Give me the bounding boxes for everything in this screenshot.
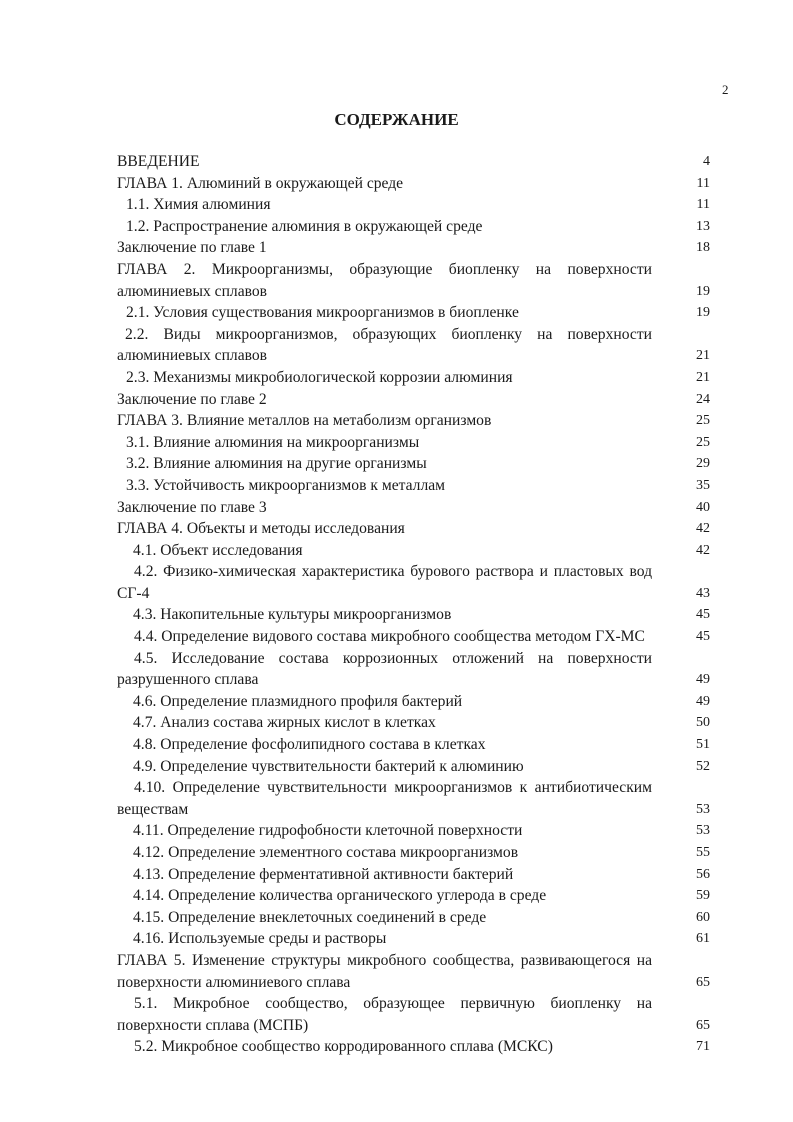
toc-entry	[117, 194, 710, 216]
toc-entry-title: 4.4. Определение видового состава микробного сообщества методом ГХ-МС	[134, 628, 645, 646]
toc-entry-page: 53	[696, 823, 710, 839]
toc-entry-title: 5.1. Микробное сообщество, образующее первичную биопленку на поверхности сплава (МСПБ)	[117, 995, 652, 1034]
toc-entry-page: 49	[696, 672, 710, 688]
toc-entry-title: Заключение по главе 2	[117, 390, 267, 408]
toc-entry	[117, 820, 710, 842]
toc-entry-page: 42	[696, 542, 710, 558]
toc-entry-title: 4.16. Используемые среды и растворы	[133, 930, 387, 948]
toc-entry-title: ГЛАВА 4. Объекты и методы исследования	[117, 520, 405, 538]
toc-entry-page: 65	[696, 1017, 710, 1033]
toc-entry-page: 60	[696, 909, 710, 925]
toc-entry-page: 21	[696, 369, 710, 385]
toc-entry-page: 65	[696, 974, 710, 990]
toc-entry	[117, 864, 710, 886]
toc-entry	[117, 518, 710, 540]
toc-entry	[117, 540, 710, 562]
toc-entry-page: 18	[696, 240, 710, 256]
toc-entry-page: 45	[696, 607, 710, 623]
toc-entry	[117, 302, 710, 324]
toc-entry	[117, 1036, 710, 1058]
toc-entry-title: ГЛАВА 2. Микроорганизмы, образующие биопленку на поверхности алюминиевых сплавов	[117, 260, 652, 300]
toc-entry	[117, 173, 710, 195]
toc-entry-page: 13	[696, 218, 710, 234]
toc-entry-title: 4.3. Накопительные культуры микроорганизмов	[133, 606, 452, 624]
toc-entry-title: 1.1. Химия алюминия	[126, 196, 271, 214]
toc-entry-page: 19	[696, 305, 710, 321]
toc-entry-page: 24	[696, 391, 710, 407]
toc-entry-page: 49	[696, 693, 710, 709]
toc-entry	[117, 497, 710, 519]
toc-entry-page: 35	[696, 477, 710, 493]
toc-entry-page: 19	[696, 283, 710, 299]
toc-entry	[117, 777, 710, 820]
toc-entry-title: 2.3. Механизмы микробиологической коррозии алюминия	[126, 368, 513, 386]
toc-entry	[117, 389, 710, 411]
toc-entry-title: 3.2. Влияние алюминия на другие организмы	[126, 455, 427, 473]
toc-entry-title: 4.1. Объект исследования	[133, 541, 303, 559]
toc-entry-page: 43	[696, 585, 710, 601]
toc-entry-page: 21	[696, 348, 710, 364]
toc-entry-title: 3.3. Устойчивость микроорганизмов к металлам	[126, 476, 446, 494]
toc-entry	[117, 151, 710, 173]
toc-entry-title: 4.10. Определение чувствительности микроорганизмов к антибиотическим веществам	[117, 779, 652, 818]
toc-entry-page: 29	[696, 456, 710, 472]
toc-entry	[117, 928, 710, 950]
toc-entry	[117, 648, 710, 691]
toc-entry-title: ГЛАВА 3. Влияние металлов на метаболизм организмов	[117, 412, 492, 430]
toc-entry-page: 25	[696, 434, 710, 450]
toc-entry-title: 1.2. Распространение алюминия в окружающей среде	[126, 217, 483, 235]
toc-entry-title: 4.9. Определение чувствительности бактерий к алюминию	[133, 757, 524, 775]
toc-entry-page: 11	[696, 175, 710, 191]
toc-entry	[117, 475, 710, 497]
toc-entry-title: ВВЕДЕНИЕ	[117, 153, 200, 170]
toc-entry-title: 4.7. Анализ состава жирных кислот в клетках	[133, 714, 436, 732]
toc-entry	[117, 324, 710, 367]
toc-entry	[117, 885, 710, 907]
toc-entry	[117, 842, 710, 864]
toc-entry-page: 25	[696, 413, 710, 429]
toc-entry	[117, 993, 710, 1036]
toc-entry-title: 2.2. Виды микроорганизмов, образующих биопленку на поверхности алюминиевых сплавов	[117, 325, 652, 365]
toc-entry	[117, 626, 710, 648]
toc-entry-title: 5.2. Микробное сообщество корродированного сплава (МСКС)	[134, 1038, 553, 1056]
toc-entry-page: 40	[696, 499, 710, 515]
toc-entry	[117, 410, 710, 432]
toc-entry-title: 2.1. Условия существования микроорганизмов в биопленке	[126, 304, 519, 322]
toc-entry-title: ГЛАВА 5. Изменение структуры микробного сообщества, развивающегося на поверхности алюминиевого сплава	[117, 951, 652, 991]
toc-entry-title: 4.15. Определение внеклеточных соединений в среде	[133, 908, 487, 926]
toc-entry-page: 71	[696, 1039, 710, 1055]
toc-entry	[117, 237, 710, 259]
toc-entry	[117, 734, 710, 756]
toc-entry	[117, 604, 710, 626]
toc-entry-title: 4.13. Определение ферментативной активности бактерий	[133, 865, 514, 883]
page-title: СОДЕРЖАНИЕ	[334, 110, 459, 129]
toc-entry	[117, 367, 710, 389]
toc-entry-page: 56	[696, 866, 710, 882]
toc-entry	[117, 756, 710, 778]
toc-entry-title: Заключение по главе 3	[117, 498, 267, 516]
toc-entry-title: 4.8. Определение фосфолипидного состава в клетках	[133, 736, 486, 754]
toc-entry	[117, 907, 710, 929]
toc-entry-page: 59	[696, 888, 710, 904]
toc-entry-page: 52	[696, 758, 710, 774]
toc-entry-title: 4.12. Определение элементного состава микроорганизмов	[133, 844, 519, 861]
toc-entry-page: 51	[696, 737, 710, 753]
toc-entry-page: 11	[696, 197, 710, 213]
toc-entry	[117, 691, 710, 713]
toc-entry-title: 3.1. Влияние алюминия на микроорганизмы	[126, 433, 420, 451]
toc-entry-page: 55	[696, 845, 710, 860]
table-of-contents	[117, 151, 710, 1058]
toc-entry	[117, 216, 710, 238]
page-number: 2	[722, 82, 729, 97]
toc-entry-page: 4	[703, 154, 710, 169]
toc-entry-title: 4.5. Исследование состава коррозионных отложений на поверхности разрушенного сплава	[117, 649, 652, 689]
toc-entry-title: Заключение по главе 1	[117, 239, 267, 257]
toc-entry-page: 61	[696, 931, 710, 947]
toc-entry-title: 4.14. Определение количества органического углерода в среде	[133, 887, 547, 905]
toc-entry-page: 53	[696, 801, 710, 817]
toc-entry-page: 42	[696, 521, 710, 537]
toc-entry-title: 4.6. Определение плазмидного профиля бактерий	[133, 692, 463, 710]
toc-entry	[117, 950, 710, 993]
toc-entry	[117, 453, 710, 475]
toc-entry-title: 4.2. Физико-химическая характеристика бурового раствора и пластовых вод СГ-4	[117, 563, 652, 602]
toc-entry	[117, 712, 710, 734]
toc-entry-title: ГЛАВА 1. Алюминий в окружающей среде	[117, 174, 404, 192]
toc-entry	[117, 432, 710, 454]
toc-entry	[117, 259, 710, 302]
toc-entry-page: 50	[696, 715, 710, 731]
toc-entry	[117, 561, 710, 604]
toc-entry-title: 4.11. Определение гидрофобности клеточной поверхности	[133, 822, 523, 840]
toc-entry-page: 45	[696, 629, 710, 645]
